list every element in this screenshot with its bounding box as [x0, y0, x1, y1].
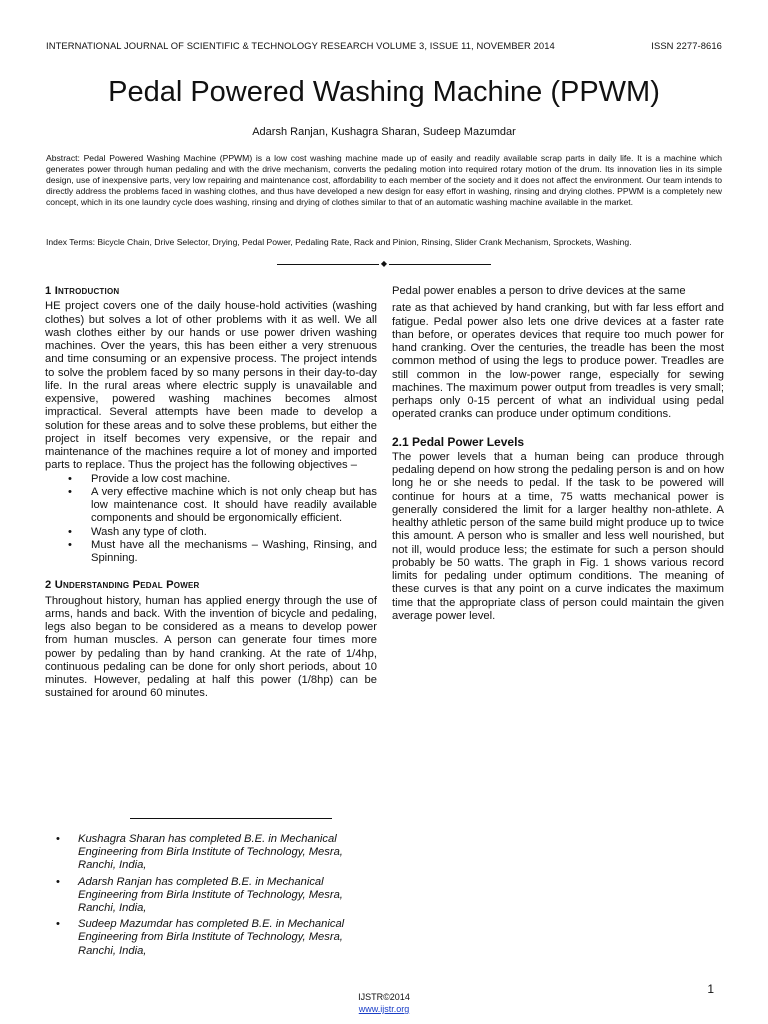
page-footer: [0, 991, 768, 1015]
page-number: 1: [707, 982, 714, 996]
section-separator: [277, 258, 491, 270]
running-header: [46, 40, 722, 51]
objectives-list: [45, 473, 377, 566]
author-list: Adarsh Ranjan, Kushagra Sharan, Sudeep Mazumdar: [252, 126, 516, 138]
pedal-power-paragraph: rate as that achieved by hand cranking, but with far less effort and fatigue. Pedal power also lets one drive devices at a faster rate than before, or operates devices that require too much power for hand cranking. Over the centuries, the treadle has been the most common method of using the legs to produce power. Treadles are still common in the low-power range, especially for sewing machines. The maximum power output from treadles is very small; perhaps only 0-15 percent of what an individual using pedal operated cranks can produce under optimum conditions.: [392, 302, 724, 421]
section-2-heading: 2 Understanding Pedal Power: [45, 579, 200, 592]
diamond-icon: ◆: [380, 259, 388, 268]
separator-line-right: [389, 264, 491, 265]
abstract: Abstract: Pedal Powered Washing Machine (PPWM) is a low cost washing machine made up of easily and readily available scrap parts in daily life. It is a machine which generates power through human pedaling and with the drive mechanism, converts the pedaling motion into required rotary motion of the drum. Its innovation lies in its simple design, use of inexpensive parts, very low repairing and maintenance cost, affordability to each member of the society and it does not affect the environment. Our team intends to directly address the problems faced in washing clothes, and thus have developed a new design for easy effort in washing, rinsing and drying clothes. PPWM is a completely new concept, which in its one laundry cycle does washing, rinsing and drying of clothes similar to that of an automatic washing machine available in the market.: [46, 153, 722, 208]
section-2-paragraph: Throughout history, human has applied energy through the use of arms, hands and back. With the invention of bicycle and pedaling, legs also began to be considered as a means to develop power from human muscles. A person can generate four times more power by pedaling than by hand cranking. At the rate of 1/4hp, continuous pedaling can be done for only short periods, about 10 minutes. However, pedaling at half this power (1/8hp) can be sustained for around 60 minutes.: [45, 594, 377, 700]
footnote-item: • Kushagra Sharan has completed B.E. in Mechanical Engineering from Birla Institute of Technology, Mesra, Ranchi, India,: [78, 833, 376, 873]
footnote-item: • Adarsh Ranjan has completed B.E. in Mechanical Engineering from Birla Institute of Technology, Mesra, Ranchi, India,: [78, 876, 376, 916]
paper-title: Pedal Powered Washing Machine (PPWM): [108, 76, 660, 108]
pedal-power-first-line: Pedal power enables a person to drive devices at the same: [392, 285, 686, 297]
section-1-heading: 1 Introduction: [45, 285, 120, 297]
left-column: [45, 285, 377, 701]
subsection-2-1-heading: 2.1 Pedal Power Levels: [392, 434, 525, 449]
list-item: • Wash any type of cloth.: [91, 526, 377, 539]
list-item: • A very effective machine which is not only cheap but has low maintenance cost. It should have readily available components and should be ergonomically efficient.: [91, 486, 377, 526]
section-1-paragraph: HE project covers one of the daily house-hold activities (washing clothes) but solves a lot of other problems with it as well. We all wash clothes either by our hands or use power driven washing machines. Over the years, this has been either a very strenuous and time consuming or an expensive process. The project intends to solve the problem faced by so many persons in their day-to-day life. In the rural areas where electric supply is unavailable and expensive, powered washing machines becomes almost impractical. Several attempts have been made to develop a solution for these areas and to solve these problems, but either the project in itself becomes very expensive, or the repair and maintenance of the machines require a lot of money and imported parts to replace. Thus the project has the following objectives –: [45, 300, 377, 472]
journal-name: INTERNATIONAL JOURNAL OF SCIENTIFIC & TECHNOLOGY RESEARCH VOLUME 3, ISSUE 11, NOVEMBER 2014: [46, 40, 555, 51]
journal-link[interactable]: www.ijstr.org: [358, 1004, 410, 1014]
index-terms: Index Terms: Bicycle Chain, Drive Selector, Drying, Pedal Power, Pedaling Rate, Rack and Pinion, Rinsing, Slider Crank Mechanism, Sprockets, Washing.: [46, 237, 632, 247]
list-item: • Provide a low cost machine.: [91, 473, 377, 486]
pedal-power-levels-paragraph: The power levels that a human being can produce through pedaling depend on how strong the pedaling person is and on how long he or she needs to pedal. If the task to be powered will continue for hours at a time, 75 watts mechanical power is generally considered the limit for a larger healthy non-athlete. A healthy athletic person of the same build might produce up to twice this amount. A person who is smaller and less well nourished, but not ill, would produce less; the estimate for such a person should probably be 50 watts. The graph in Fig. 1 shows various record limits for pedaling under optimum conditions. The meaning of these curves is that any point on a curve indicates the maximum time that the appropriate class of person could maintain the given average power level.: [392, 450, 724, 622]
author-footnotes: [56, 833, 376, 961]
issn: ISSN 2277-8616: [651, 40, 722, 51]
list-item: • Must have all the mechanisms – Washing, Rinsing, and Spinning.: [91, 539, 377, 566]
right-column: [392, 285, 724, 623]
footnote-item: • Sudeep Mazumdar has completed B.E. in Mechanical Engineering from Birla Institute of Technology, Mesra, Ranchi, India,: [78, 918, 376, 958]
separator-line-left: [277, 264, 379, 265]
copyright: IJSTR©2014: [358, 992, 410, 1002]
footnote-rule: [130, 818, 332, 819]
